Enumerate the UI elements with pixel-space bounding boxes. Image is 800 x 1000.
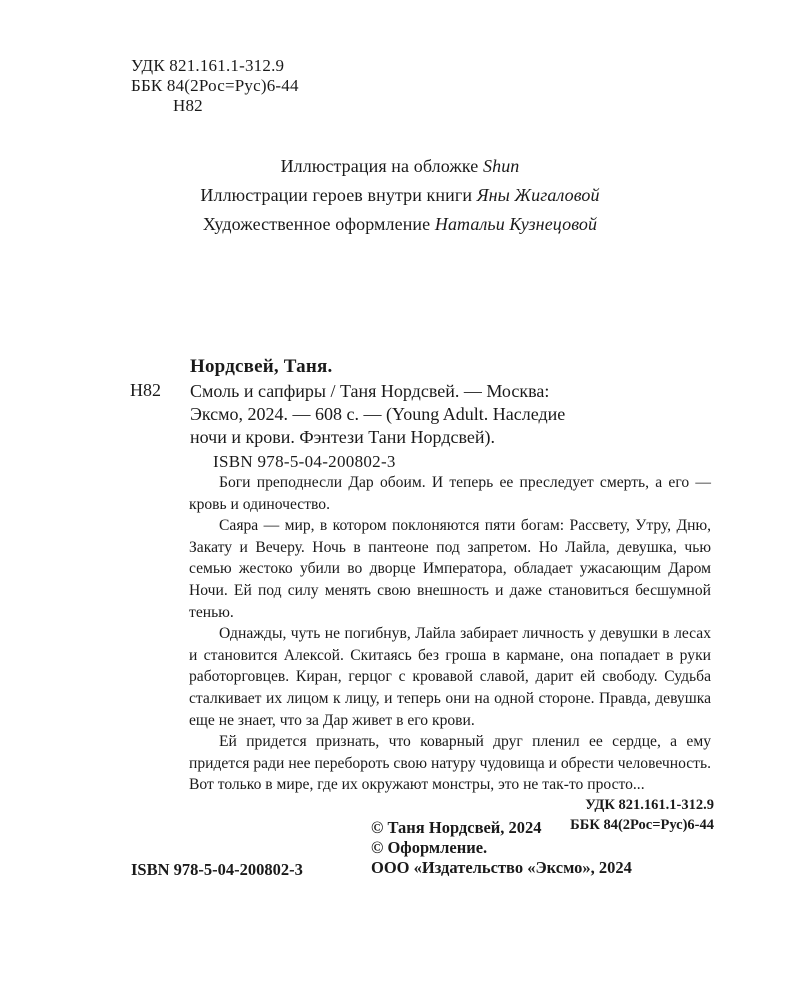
bibliographic-description <box>190 380 711 449</box>
cover-artist: Shun <box>483 156 520 176</box>
classification-codes-top <box>131 56 299 116</box>
copyright-author: © Таня Нордсвей, 2024 <box>371 818 542 837</box>
udk-code-bottom: УДК 821.161.1-312.9 <box>585 797 714 813</box>
annotation-paragraph: Саяра — мир, в котором поклоняются пяти богам: Рассвету, Утру, Дню, Закату и Вечеру. Ночь в пантеоне под запретом. Но Лайла, девушка, чью семью жестоко убили во дворце Императора, обладает ужасающим Даром Ночи. Ей под силу менять свою внешность и даже становиться бесшумной тенью. <box>189 517 711 621</box>
bbk-code: ББК 84(2Рос=Рус)6-44 <box>131 76 299 95</box>
bib-line: ночи и крови. Фэнтези Тани Нордсвей). <box>190 427 495 447</box>
annotation-paragraph: Однажды, чуть не погибнув, Лайла забирает личность у девушки в лесах и становится Алексой. Скитаясь без гроша в кармане, она попадает в руки работорговцев. Киран, герцог с кровавой славой, дарит ей свободу. Судьба сталкивает их лицом к лицу, и теперь они на одной стороне. Правда, девушка еще не знает, что за Дар живет в его крови. <box>189 625 711 729</box>
copyright-design: © Оформление. <box>371 838 488 857</box>
bbk-code-bottom: ББК 84(2Рос=Рус)6-44 <box>570 817 714 833</box>
heroes-artist: Яны Жигаловой <box>476 185 600 205</box>
annotation-paragraph: Ей придется признать, что коварный друг пленил ее сердце, а ему придется ради нее перебороть свою натуру чудовища и обрести человечность. Вот только в мире, где их окружают монстры, это не так-то просто... <box>189 733 711 794</box>
bibliographic-isbn: ISBN 978-5-04-200802-3 <box>213 452 396 471</box>
author-mark: Н82 <box>173 96 203 115</box>
bibliographic-author-mark: Н82 <box>130 380 161 400</box>
design-credit: Художественное оформление Натальи Кузнецовой <box>202 214 598 234</box>
designer: Натальи Кузнецовой <box>434 214 598 234</box>
copyright-publisher: ООО «Издательство «Эксмо», 2024 <box>371 858 632 877</box>
annotation-paragraph: Боги преподнесли Дар обоим. И теперь ее преследует смерть, а его — кровь и одиночество. <box>189 474 711 513</box>
heroes-credit: Иллюстрации героев внутри книги Яны Жигаловой <box>200 185 600 205</box>
cover-credit: Иллюстрация на обложке Shun <box>280 156 520 176</box>
isbn-bottom: ISBN 978-5-04-200802-3 <box>131 860 303 879</box>
copyright-block <box>371 818 632 878</box>
bibliographic-author: Нордсвей, Таня. <box>190 356 333 377</box>
bib-line: Эксмо, 2024. — 608 с. — (Young Adult. Наследие <box>190 404 566 424</box>
book-annotation <box>189 472 711 796</box>
bib-line: Смоль и сапфиры / Таня Нордсвей. — Москва: <box>190 381 550 401</box>
illustration-credits <box>0 152 800 239</box>
udk-code: УДК 821.161.1-312.9 <box>131 56 285 75</box>
